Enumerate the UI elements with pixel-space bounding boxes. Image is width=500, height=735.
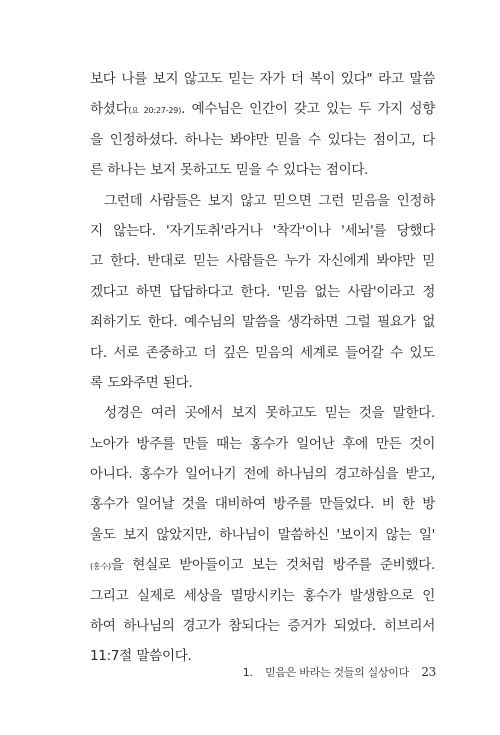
paragraph-first-line: 성경은 여러 곳에서 보지 못하고도 믿는 것을 말한다. bbox=[104, 405, 435, 422]
text-line: 죄하기도 한다. 예수님의 말씀을 생각하면 그럴 필요가 없 bbox=[90, 314, 435, 331]
text-line: 록 도와주면 된다. bbox=[90, 374, 193, 391]
text-line: 른 하나는 보지 못하고도 믿을 수 있다는 점이다. bbox=[90, 162, 369, 179]
text-line: 고 한다. 반대로 믿는 사람들은 누가 자신에게 봐야만 믿 bbox=[90, 253, 435, 270]
text-line: 겠다고 하면 답답하다고 한다. '믿음 없는 사람'이라고 정 bbox=[90, 283, 435, 300]
text-line: 홍수가 일어날 것을 대비하여 방주를 만들었다. 비 한 방 bbox=[90, 496, 435, 513]
text-line bbox=[90, 94, 435, 124]
citation: (요 20:27-29) bbox=[128, 106, 182, 116]
chapter-title: 믿음은 바라는 것들의 실상이다 bbox=[265, 666, 409, 679]
text-line: 지 않는다. '자기도취'라거나 '착각'이나 '세뇌'를 당했다 bbox=[90, 222, 435, 239]
text-line: 다. 서로 존중하고 더 깊은 믿음의 세계로 들어갈 수 있도 bbox=[90, 344, 435, 361]
text-line: 울도 보지 않았지만, 하나님이 말씀하신 '보이지 않는 일' bbox=[90, 526, 435, 543]
page-footer bbox=[236, 664, 436, 681]
text-line: 하여 하나님의 경고가 참되다는 증거가 되었다. 히브리서 bbox=[90, 618, 435, 635]
citation: (홍수) bbox=[90, 562, 111, 572]
text-segment: 을 현실로 받아들이고 보는 것처럼 방주를 준비했다. bbox=[110, 557, 435, 574]
paragraph-first-line: 그런데 사람들은 보지 않고 믿으면 그런 믿음을 인정하 bbox=[104, 192, 435, 209]
body-text bbox=[90, 64, 435, 672]
text-line: 11:7절 말씀이다. bbox=[90, 648, 192, 665]
text-segment: . 예수님은 인간이 갖고 있는 두 가지 성향 bbox=[181, 101, 435, 118]
text-line: 보다 나를 보지 않고도 믿는 자가 더 복이 있다" 라고 말씀 bbox=[90, 71, 435, 87]
text-segment: 하셨다 bbox=[90, 101, 129, 118]
text-line: 을 인정하셨다. 하나는 봐야만 믿을 수 있다는 점이고, 다 bbox=[90, 131, 435, 148]
text-line bbox=[90, 550, 435, 580]
text-line: 그리고 실제로 세상을 멸망시키는 홍수가 발생함으로 인 bbox=[90, 587, 435, 604]
text-line: 노아가 방주를 만들 때는 홍수가 일어난 후에 만든 것이 bbox=[90, 435, 435, 452]
text-line: 아니다. 홍수가 일어나기 전에 하나님의 경고하심을 받고, bbox=[90, 466, 435, 483]
page-number: 23 bbox=[421, 665, 436, 679]
chapter-number: 1. bbox=[242, 666, 253, 679]
